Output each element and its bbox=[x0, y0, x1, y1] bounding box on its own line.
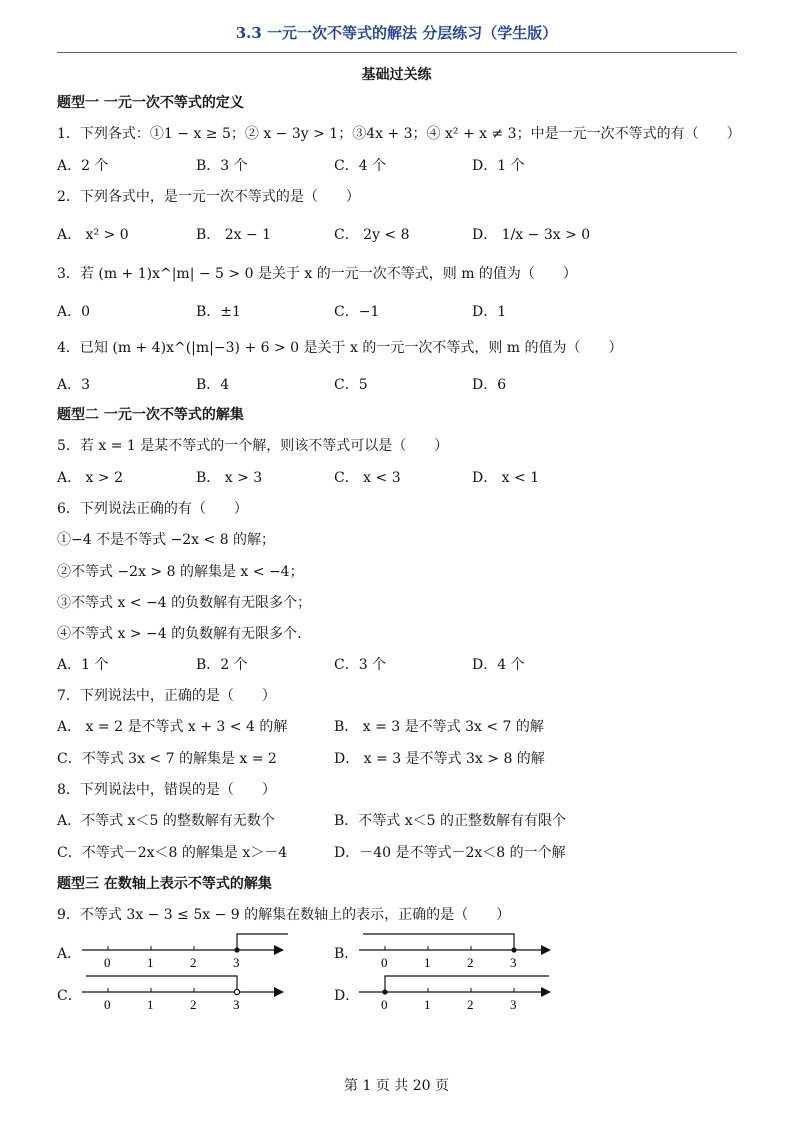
tick-label-2: 2 bbox=[190, 997, 197, 1012]
q4-option-a: A．3 bbox=[57, 377, 91, 393]
q9-option-a-label: A． bbox=[57, 946, 82, 962]
q9-option-d-label: D． bbox=[334, 988, 360, 1004]
type-3-heading: 题型三 在数轴上表示不等式的解集 bbox=[57, 876, 272, 892]
q7-stem: 7．下列说法中，正确的是（ ） bbox=[57, 688, 276, 704]
q6-option-d: D．4 个 bbox=[472, 657, 525, 673]
q9-number-line-b bbox=[359, 930, 569, 975]
section-title: 基础过关练 bbox=[361, 67, 432, 83]
tick-label-1: 1 bbox=[424, 997, 431, 1012]
q5-option-a: A． x > 2 bbox=[57, 470, 123, 486]
type-1-heading: 题型一 一元一次不等式的定义 bbox=[57, 95, 244, 111]
tick-label-3: 3 bbox=[233, 955, 240, 970]
q7-option-c: C．不等式 3x < 7 的解集是 x = 2 bbox=[57, 751, 277, 767]
q9-number-line-a bbox=[82, 930, 292, 975]
q9-stem: 9．不等式 3x − 3 ≤ 5x − 9 的解集在数轴上的表示，正确的是（ ） bbox=[57, 907, 511, 923]
q6-item-4: ④不等式 x > −4 的负数解有无限多个. bbox=[57, 626, 302, 642]
q3-option-c: C．−1 bbox=[334, 304, 380, 320]
q7-option-a: A． x = 2 是不等式 x + 3 < 4 的解 bbox=[57, 719, 288, 735]
q6-item-1: ①−4 不是不等式 −2x < 8 的解； bbox=[57, 532, 276, 548]
q1-option-a: A．2 个 bbox=[57, 158, 109, 174]
q9-number-line-d bbox=[359, 972, 569, 1017]
q5-option-d: D． x < 1 bbox=[472, 470, 540, 486]
tick-label-0: 0 bbox=[104, 997, 111, 1012]
tick-label-2: 2 bbox=[467, 997, 474, 1012]
q2-option-b: B． 2x − 1 bbox=[196, 227, 272, 243]
tick-label-2: 2 bbox=[467, 955, 474, 970]
q8-option-a: A．不等式 x＜5 的整数解有无数个 bbox=[57, 813, 275, 829]
q5-option-b: B． x > 3 bbox=[196, 470, 263, 486]
tick-label-1: 1 bbox=[147, 955, 154, 970]
tick-label-0: 0 bbox=[381, 997, 388, 1012]
q1-option-d: D．1 个 bbox=[472, 158, 525, 174]
q3-option-d: D．1 bbox=[472, 304, 507, 320]
q6-item-2: ②不等式 −2x > 8 的解集是 x < −4； bbox=[57, 564, 304, 580]
q2-option-a: A． x² > 0 bbox=[57, 227, 129, 243]
type-2-heading: 题型二 一元一次不等式的解集 bbox=[57, 407, 244, 423]
q4-stem: 4．已知 (m + 4)x^(|m|−3) + 6 > 0 是关于 x 的一元一次不等式，则 m 的值为（ ） bbox=[57, 340, 623, 356]
tick-label-1: 1 bbox=[147, 997, 154, 1012]
q4-option-d: D．6 bbox=[472, 377, 507, 393]
tick-label-3: 3 bbox=[233, 997, 240, 1012]
tick-label-0: 0 bbox=[381, 955, 388, 970]
q6-option-c: C．3 个 bbox=[334, 657, 387, 673]
q5-option-c: C． x < 3 bbox=[334, 470, 401, 486]
q8-option-b: B．不等式 x＜5 的正整数解有有限个 bbox=[334, 813, 566, 829]
q3-option-a: A．0 bbox=[57, 304, 91, 320]
q3-option-b: B．±1 bbox=[196, 304, 241, 320]
q8-option-c: C．不等式－2x＜8 的解集是 x＞－4 bbox=[57, 845, 288, 861]
header-title: 3.3 一元一次不等式的解法 分层练习（学生版） bbox=[235, 24, 558, 42]
q4-option-b: B．4 bbox=[196, 377, 230, 393]
q5-stem: 5．若 x = 1 是某不等式的一个解，则该不等式可以是（ ） bbox=[57, 438, 449, 454]
q9-option-b-label: B． bbox=[334, 946, 359, 962]
q2-option-d: D． 1/x − 3x > 0 bbox=[472, 227, 591, 243]
tick-label-1: 1 bbox=[424, 955, 431, 970]
q6-option-b: B．2 个 bbox=[196, 657, 248, 673]
header-rule bbox=[57, 52, 737, 53]
page-footer: 第 1 页 共 20 页 bbox=[344, 1078, 449, 1094]
q1-option-c: C．4 个 bbox=[334, 158, 387, 174]
q2-stem: 2．下列各式中，是一元一次不等式的是（ ） bbox=[57, 189, 360, 205]
tick-label-3: 3 bbox=[510, 997, 517, 1012]
q8-option-d: D．－40 是不等式－2x＜8 的一个解 bbox=[334, 845, 566, 861]
tick-label-3: 3 bbox=[510, 955, 517, 970]
q1-option-b: B．3 个 bbox=[196, 158, 248, 174]
q6-item-3: ③不等式 x < −4 的负数解有无限多个； bbox=[57, 595, 312, 611]
q9-option-c-label: C． bbox=[57, 988, 82, 1004]
q8-stem: 8．下列说法中，错误的是（ ） bbox=[57, 782, 276, 798]
q7-option-d: D． x = 3 是不等式 3x > 8 的解 bbox=[334, 751, 545, 767]
q9-number-line-c bbox=[82, 972, 292, 1017]
q6-option-a: A．1 个 bbox=[57, 657, 109, 673]
tick-label-2: 2 bbox=[190, 955, 197, 970]
q3-stem: 3．若 (m + 1)x^|m| − 5 > 0 是关于 x 的一元一次不等式，则 m 的值为（ ） bbox=[57, 266, 577, 282]
q1-stem: 1．下列各式：①1 − x ≥ 5；② x − 3y > 1；③4x + 3；④ x² + x ≠ 3；中是一元一次不等式的有（ ） bbox=[57, 126, 741, 142]
tick-label-0: 0 bbox=[104, 955, 111, 970]
q4-option-c: C．5 bbox=[334, 377, 368, 393]
q6-stem: 6．下列说法正确的有（ ） bbox=[57, 501, 248, 517]
q2-option-c: C． 2y < 8 bbox=[334, 227, 410, 243]
q7-option-b: B． x = 3 是不等式 3x < 7 的解 bbox=[334, 719, 544, 735]
